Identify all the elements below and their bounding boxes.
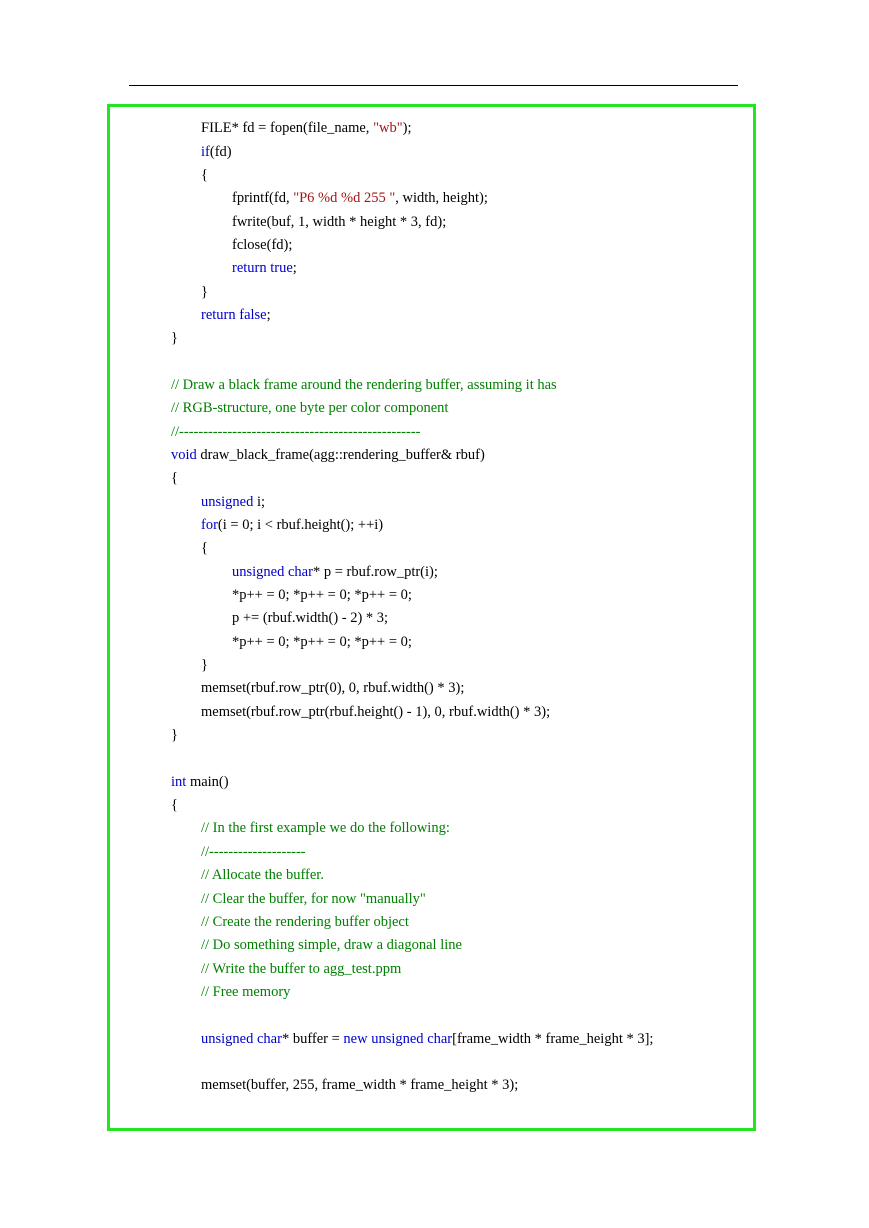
code-text: memset(rbuf.row_ptr(rbuf.height() - 1), 0, rbuf.width() * 3);	[201, 704, 551, 720]
code-keyword: void	[171, 447, 197, 463]
code-line	[232, 235, 292, 255]
code-text: }	[171, 727, 178, 743]
code-line	[171, 468, 178, 488]
code-text: fprintf(fd,	[232, 190, 294, 206]
code-keyword: unsigned	[201, 494, 254, 510]
code-text: {	[171, 797, 178, 813]
code-comment: // Allocate the buffer.	[201, 867, 324, 883]
code-line	[201, 889, 426, 909]
code-text: {	[201, 540, 208, 556]
code-text: );	[402, 120, 412, 136]
code-keyword: if	[201, 144, 210, 160]
code-text: }	[171, 330, 178, 346]
code-line	[232, 188, 488, 208]
code-line	[201, 655, 208, 675]
code-text: ;	[292, 260, 297, 276]
code-comment: // RGB-structure, one byte per color component	[171, 400, 449, 416]
code-line	[232, 212, 446, 232]
code-line	[171, 398, 448, 418]
code-text: p += (rbuf.width() - 2) * 3;	[232, 610, 389, 626]
code-comment: // Write the buffer to agg_test.ppm	[201, 961, 402, 977]
code-comment: // Clear the buffer, for now "manually"	[201, 891, 426, 907]
code-text: *p++ = 0; *p++ = 0; *p++ = 0;	[232, 634, 412, 650]
code-text: fwrite(buf, 1, width * height * 3, fd);	[232, 214, 447, 230]
code-line	[201, 959, 401, 979]
code-text: i;	[253, 494, 266, 510]
code-keyword: char	[287, 564, 313, 580]
code-line	[201, 305, 271, 325]
code-text: }	[201, 284, 208, 300]
code-text: }	[201, 657, 208, 673]
code-line	[201, 492, 265, 512]
code-line	[201, 118, 411, 138]
code-line	[201, 935, 462, 955]
code-string: "wb"	[373, 120, 403, 136]
code-comment: // Draw a black frame around the rendering buffer, assuming it has	[171, 377, 557, 393]
code-line	[171, 725, 178, 745]
code-line	[232, 562, 438, 582]
code-comment: //--------------------------------------------------	[171, 424, 421, 440]
code-line	[232, 632, 412, 652]
code-text: {	[201, 167, 208, 183]
code-keyword: false	[239, 307, 267, 323]
code-line	[201, 982, 290, 1002]
code-text: fclose(fd);	[232, 237, 293, 253]
code-comment: //--------------------	[201, 844, 306, 860]
code-line	[232, 585, 412, 605]
code-line	[201, 282, 208, 302]
code-text: (fd)	[209, 144, 232, 160]
code-comment: // In the first example we do the following:	[201, 820, 450, 836]
code-line	[171, 795, 178, 815]
code-text: FILE* fd = fopen(file_name,	[201, 120, 374, 136]
code-line	[232, 608, 388, 628]
code-keyword: char	[256, 1031, 282, 1047]
code-keyword: for	[201, 517, 218, 533]
code-line	[201, 865, 324, 885]
code-keyword: char	[427, 1031, 453, 1047]
code-line	[201, 142, 232, 162]
code-line	[201, 912, 409, 932]
code-text: [frame_width * frame_height * 3];	[452, 1031, 654, 1047]
code-comment: // Free memory	[201, 984, 291, 1000]
code-text: memset(rbuf.row_ptr(0), 0, rbuf.width() * 3);	[201, 680, 465, 696]
code-line	[171, 328, 178, 348]
code-line	[171, 375, 557, 395]
code-keyword: int	[171, 774, 187, 790]
code-text: * buffer =	[281, 1031, 344, 1047]
code-line	[201, 165, 208, 185]
code-line	[201, 515, 383, 535]
code-text: *p++ = 0; *p++ = 0; *p++ = 0;	[232, 587, 412, 603]
code-keyword: unsigned	[201, 1031, 254, 1047]
code-comment: // Create the rendering buffer object	[201, 914, 409, 930]
code-keyword: return	[232, 260, 267, 276]
code-comment: // Do something simple, draw a diagonal line	[201, 937, 462, 953]
code-line	[171, 445, 485, 465]
code-keyword: true	[270, 260, 293, 276]
code-text: memset(buffer, 255, frame_width * frame_height * 3);	[201, 1077, 519, 1093]
code-line	[171, 422, 421, 442]
code-text: , width, height);	[395, 190, 488, 206]
code-line	[201, 702, 550, 722]
code-line	[201, 818, 450, 838]
code-line	[201, 678, 464, 698]
code-string: "P6 %d %d 255 "	[293, 190, 396, 206]
code-text: draw_black_frame(agg::rendering_buffer& rbuf)	[196, 447, 485, 463]
code-keyword: unsigned	[232, 564, 285, 580]
code-keyword: unsigned	[371, 1031, 424, 1047]
code-keyword: new	[343, 1031, 368, 1047]
header-rule	[129, 85, 738, 86]
code-text: * p = rbuf.row_ptr(i);	[312, 564, 438, 580]
code-text: main()	[186, 774, 229, 790]
code-line	[201, 1075, 518, 1095]
code-line	[201, 538, 208, 558]
code-text: (i = 0; i < rbuf.height(); ++i)	[217, 517, 384, 533]
code-text: {	[171, 470, 178, 486]
code-line	[201, 842, 306, 862]
code-line	[171, 772, 229, 792]
code-line	[232, 258, 297, 278]
code-keyword: return	[201, 307, 236, 323]
code-line	[201, 1029, 653, 1049]
code-text: ;	[266, 307, 271, 323]
